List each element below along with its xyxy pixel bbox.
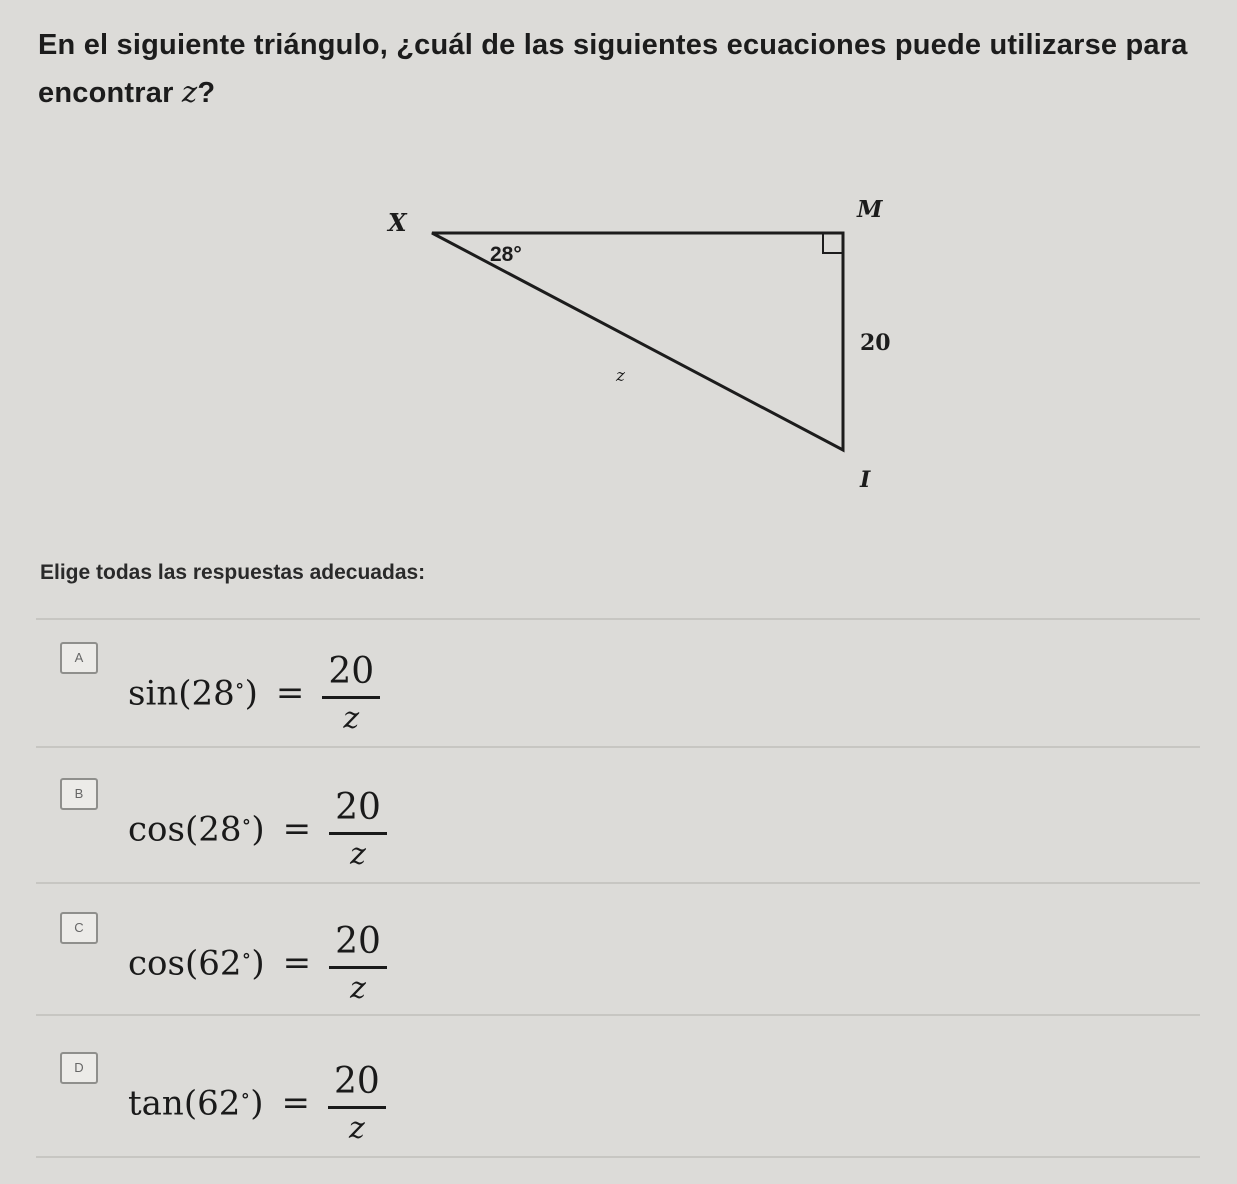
equation-lhs: sin(28∘) [128, 672, 258, 714]
instruction-text: Elige todas las respuestas adecuadas: [40, 561, 426, 584]
answer-option-c[interactable] [36, 890, 1200, 1018]
fraction [328, 1061, 386, 1146]
vertex-i-label: I [860, 467, 871, 493]
angle-label: 28° [490, 243, 522, 266]
hypotenuse-label: z [616, 366, 625, 386]
divider [36, 746, 1200, 748]
numerator: 20 [329, 921, 387, 969]
checkbox-d[interactable]: D [60, 1052, 98, 1084]
divider [36, 1156, 1200, 1158]
denominator: z [350, 970, 366, 1006]
equals-sign: = [282, 809, 312, 849]
vertex-x-label: X [388, 208, 407, 237]
fraction [329, 787, 387, 872]
fraction [329, 921, 387, 1006]
numerator: 20 [328, 1061, 386, 1109]
fraction [322, 651, 380, 736]
question-text [38, 22, 1208, 117]
equals-sign: = [282, 943, 312, 983]
equation-d [128, 1048, 386, 1158]
denominator: z [348, 1110, 365, 1146]
right-angle-marker [823, 233, 843, 253]
triangle-diagram [360, 185, 920, 505]
equation-c [128, 908, 387, 1018]
question-variable: z [181, 75, 198, 109]
answer-option-a[interactable] [36, 620, 1200, 748]
question-suffix: ? [197, 77, 216, 109]
checkbox-c[interactable]: C [60, 912, 98, 944]
checkbox-a[interactable]: A [60, 642, 98, 674]
divider [36, 1014, 1200, 1016]
equation-lhs: tan(62∘) [128, 1082, 264, 1124]
denominator: z [350, 836, 366, 872]
numerator: 20 [329, 787, 387, 835]
answer-option-b[interactable] [36, 756, 1200, 884]
numerator: 20 [322, 651, 380, 699]
vertex-m-label: M [857, 196, 883, 223]
equation-b [128, 774, 387, 884]
equals-sign: = [275, 673, 305, 713]
answer-option-d[interactable] [36, 1030, 1200, 1158]
equation-lhs: cos(62∘) [128, 942, 265, 984]
equation-a [128, 638, 380, 748]
equals-sign: = [281, 1083, 310, 1123]
denominator: z [343, 700, 360, 736]
question-prefix: En el siguiente triángulo, ¿cuál de las siguientes ecuaciones puede utilizarse para encontrar [38, 29, 1188, 109]
divider [36, 882, 1200, 884]
equation-lhs: cos(28∘) [128, 808, 265, 850]
side-length-label: 20 [860, 330, 891, 356]
checkbox-b[interactable]: B [60, 778, 98, 810]
